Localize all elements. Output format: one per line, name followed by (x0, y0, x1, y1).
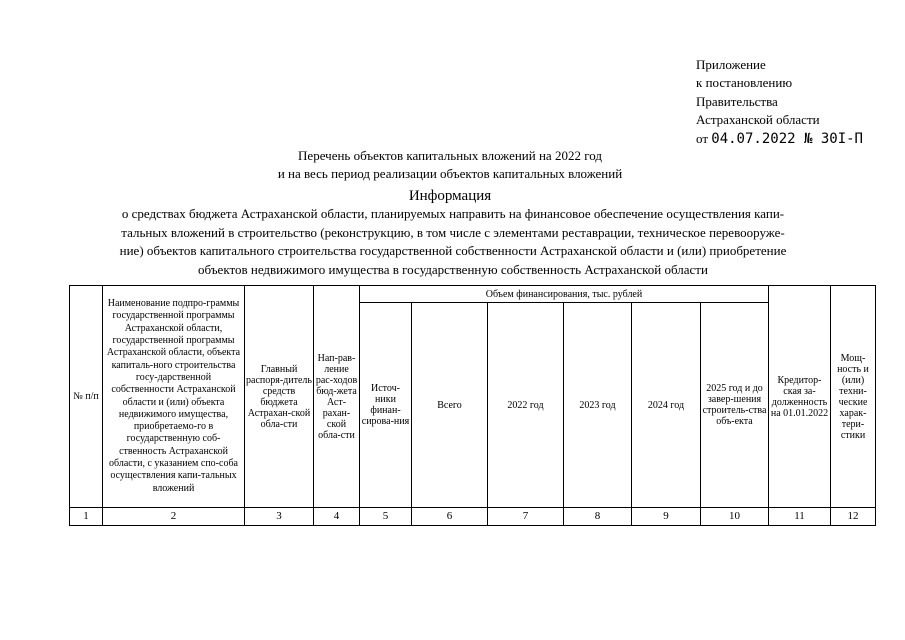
financing-table (69, 285, 876, 526)
column-number: 6 (412, 508, 488, 526)
annex-date-line (696, 130, 863, 148)
column-number: 12 (831, 508, 876, 526)
title-line-2: и на весь период реализации объектов капитальных вложений (277, 166, 623, 181)
col-header-2025: 2025 год и до завер-шения строитель-ства объ-екта (701, 303, 769, 508)
column-numbers-row (70, 508, 876, 526)
column-number: 2 (103, 508, 245, 526)
title-line-1: Перечень объектов капитальных вложений на 2022 год (298, 148, 602, 163)
annex-date-prefix: от (696, 130, 709, 146)
annex-line: Правительства (696, 93, 778, 109)
col-header-sources: Источ-ники финан-сирова-ния (360, 303, 412, 508)
column-number: 7 (488, 508, 564, 526)
column-number: 10 (701, 508, 769, 526)
col-header-2024: 2024 год (632, 303, 701, 508)
col-header-capacity: Мощ-ность и (или) техни-ческие харак-тери-стики (831, 286, 876, 508)
info-line: ние) объектов капитального строительства государственной собственности Астраханской области и (или) приобретение (119, 243, 787, 258)
annex-line: к постановлению (696, 75, 793, 91)
column-number: 11 (769, 508, 831, 526)
column-number: 4 (314, 508, 360, 526)
col-header-financing-group: Объем финансирования, тыс. рублей (360, 286, 769, 303)
column-number: 5 (360, 508, 412, 526)
col-header-number: № п/п (70, 286, 103, 508)
col-header-total: Всего (412, 303, 488, 508)
annex-date-number: 04.07.2022 № 30I-П (711, 130, 863, 147)
column-number: 9 (632, 508, 701, 526)
col-header-2023: 2023 год (564, 303, 632, 508)
annex-line: Астраханской области (696, 112, 820, 128)
col-header-direction: Нап-рав-ление рас-ходов бюд-жета Аст-рахан-ской обла-сти (314, 286, 360, 508)
info-heading: Информация (408, 188, 492, 204)
annex-line: Приложение (696, 57, 766, 72)
col-header-payables: Кредитор-ская за-долженность на 01.01.2022 (769, 286, 831, 508)
column-number: 1 (70, 508, 103, 526)
info-line: тальных вложений в строительство (реконструкцию, в том числе с элементами реставрации, техническое перевооруже- (121, 224, 785, 240)
info-line: объектов недвижимого имущества в государственную собственность Астраханской области (198, 261, 708, 277)
info-paragraph (83, 205, 823, 279)
column-number: 3 (245, 508, 314, 526)
col-header-2022: 2022 год (488, 303, 564, 508)
col-header-name: Наименование подпро-граммы государственной программы Астраханской области, государственной программы Астраханской области, объекта капиталь-ного строительства госу-дарственной собственности Астраханской области и (или) объекта недвижимого имущества, приобретаемо-го в государственную соб-ственность Астраханской области, с указанием спо-соба осуществления капи-тальных вложений (103, 286, 245, 508)
col-header-manager: Главный распоря-дитель средств бюджета Астрахан-ской обла-сти (245, 286, 314, 508)
column-number: 8 (564, 508, 632, 526)
annex-block (696, 56, 863, 148)
document-title (100, 147, 800, 183)
info-line: о средствах бюджета Астраханской области, планируемых направить на финансовое обеспечение осуществления капи- (121, 206, 785, 221)
